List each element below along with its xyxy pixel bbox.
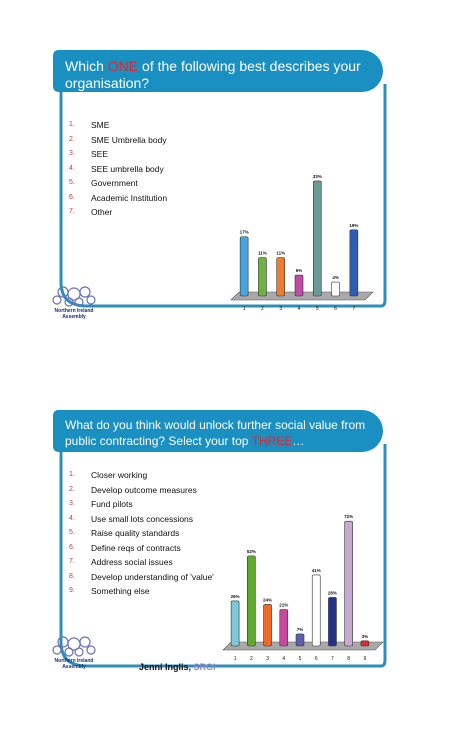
option-number: 5. [69, 529, 75, 536]
option-text: Define reqs of contracts [91, 542, 181, 553]
option-item [69, 191, 231, 206]
option-text: Raise quality standards [91, 528, 180, 538]
data-label: 72% [344, 514, 354, 520]
option-number: 4. [69, 514, 75, 522]
option-number: 1. [69, 121, 75, 128]
slide-title: Which ONE of the following best describes your organisation? [65, 58, 361, 91]
tick-label: 7 [352, 306, 356, 312]
option-number: 6. [69, 193, 75, 201]
option-text: SME [91, 120, 110, 130]
data-label: 4% [332, 275, 339, 281]
chart-bar [345, 521, 353, 646]
tick-label: 6 [334, 306, 337, 312]
tick-label: 4 [282, 656, 286, 662]
tick-label: 3 [279, 306, 283, 312]
option-item [69, 526, 231, 541]
chart-bar [247, 556, 255, 646]
option-number: 9. [69, 587, 75, 594]
option-item [69, 555, 231, 570]
tick-label: 6 [314, 656, 318, 662]
option-item [69, 497, 231, 512]
option-text: Fund pilots [91, 499, 133, 509]
data-label: 11% [276, 250, 286, 256]
chart-bar [258, 258, 266, 296]
chart-bar [240, 237, 248, 296]
option-item [69, 176, 231, 191]
option-number: 1. [69, 471, 75, 478]
data-label: 7% [296, 626, 304, 632]
flax-flower-icon [49, 630, 99, 660]
option-text: Government [91, 178, 138, 188]
option-number: 4. [69, 164, 75, 172]
logo-text-line: Assembly [62, 314, 86, 320]
option-item [69, 133, 231, 148]
slide-2 [47, 404, 391, 676]
title-bar [53, 410, 383, 452]
option-text: Use small lots concessions [91, 513, 194, 524]
tick-label: 8 [347, 656, 351, 662]
option-item [69, 468, 231, 483]
chart-bar [350, 230, 358, 296]
tick-label: 7 [331, 656, 334, 662]
tick-label: 2 [261, 306, 264, 312]
option-text: SME Umbrella body [91, 134, 167, 145]
chart-bar [361, 641, 369, 646]
option-number: 5. [69, 179, 75, 186]
bar-chart [227, 154, 377, 316]
option-text: Academic Institution [91, 192, 168, 203]
option-item [69, 512, 231, 527]
chart-bar [312, 575, 320, 646]
logo-text-line: Northern Ireland [54, 308, 94, 314]
flax-flower-icon [49, 280, 99, 310]
options-list [69, 118, 231, 220]
option-item [69, 205, 231, 220]
logo-text-line: Assembly [62, 664, 86, 670]
data-label: 26% [230, 593, 240, 599]
data-label: 11% [258, 250, 267, 256]
option-number: 3. [69, 150, 75, 157]
option-item [69, 162, 231, 177]
option-item [69, 118, 231, 133]
option-number: 8. [69, 572, 75, 580]
data-label: 28% [327, 590, 337, 596]
chart-bar [313, 181, 321, 296]
title-bar [53, 50, 383, 92]
data-label: 19% [349, 222, 359, 228]
chart-bar [296, 634, 304, 646]
option-item [69, 570, 231, 585]
chart-bar [277, 258, 285, 296]
data-label: 21% [279, 602, 289, 608]
chart-bar [280, 610, 288, 646]
option-text: SEE [91, 149, 109, 159]
tick-label: 1 [233, 656, 237, 662]
assembly-logo [49, 630, 99, 670]
chart-bar [328, 597, 336, 646]
options-list [69, 468, 231, 599]
bar-chart [219, 496, 387, 666]
option-text: Other [91, 207, 113, 217]
assembly-logo [49, 280, 99, 320]
option-text: SEE umbrella body [91, 163, 164, 174]
tick-label: 5 [315, 306, 319, 312]
slide-1 [47, 44, 391, 320]
data-label: 41% [311, 567, 321, 573]
option-number: 7. [69, 208, 75, 215]
option-text: Something else [91, 586, 150, 596]
tick-label: 4 [297, 306, 301, 312]
presenter-credit: Jenni Inglis, SROI [139, 662, 216, 672]
tick-label: 1 [242, 306, 246, 312]
option-number: 3. [69, 500, 75, 507]
logo-text-line: Northern Ireland [54, 658, 94, 664]
chart-bar [231, 601, 239, 646]
option-number: 2. [69, 135, 75, 143]
option-number: 7. [69, 558, 75, 565]
data-label: 6% [295, 268, 303, 274]
option-number: 2. [69, 485, 75, 493]
tick-label: 3 [266, 656, 269, 662]
tick-label: 2 [249, 656, 253, 662]
chart-bar [332, 282, 340, 296]
tick-label: 5 [298, 656, 302, 662]
data-label: 52% [246, 548, 256, 554]
data-label: 3% [361, 633, 369, 639]
tick-label: 9 [363, 656, 367, 662]
data-label: 33% [312, 173, 322, 179]
option-item [69, 541, 231, 556]
option-text: Closer working [91, 470, 148, 480]
option-item [69, 483, 231, 498]
slide-title: What do you think would unlock further social value from public contracting? Select your top THREE… [65, 418, 366, 448]
chart-bar [264, 604, 272, 646]
option-item [69, 147, 231, 162]
option-item [69, 584, 231, 599]
option-text: Develop outcome measures [91, 484, 197, 495]
option-number: 6. [69, 543, 75, 551]
data-label: 17% [239, 229, 249, 235]
option-text: Develop understanding of 'value' [91, 571, 214, 582]
option-text: Address social issues [91, 557, 173, 567]
chart-bar [295, 275, 303, 296]
data-label: 24% [263, 597, 273, 603]
